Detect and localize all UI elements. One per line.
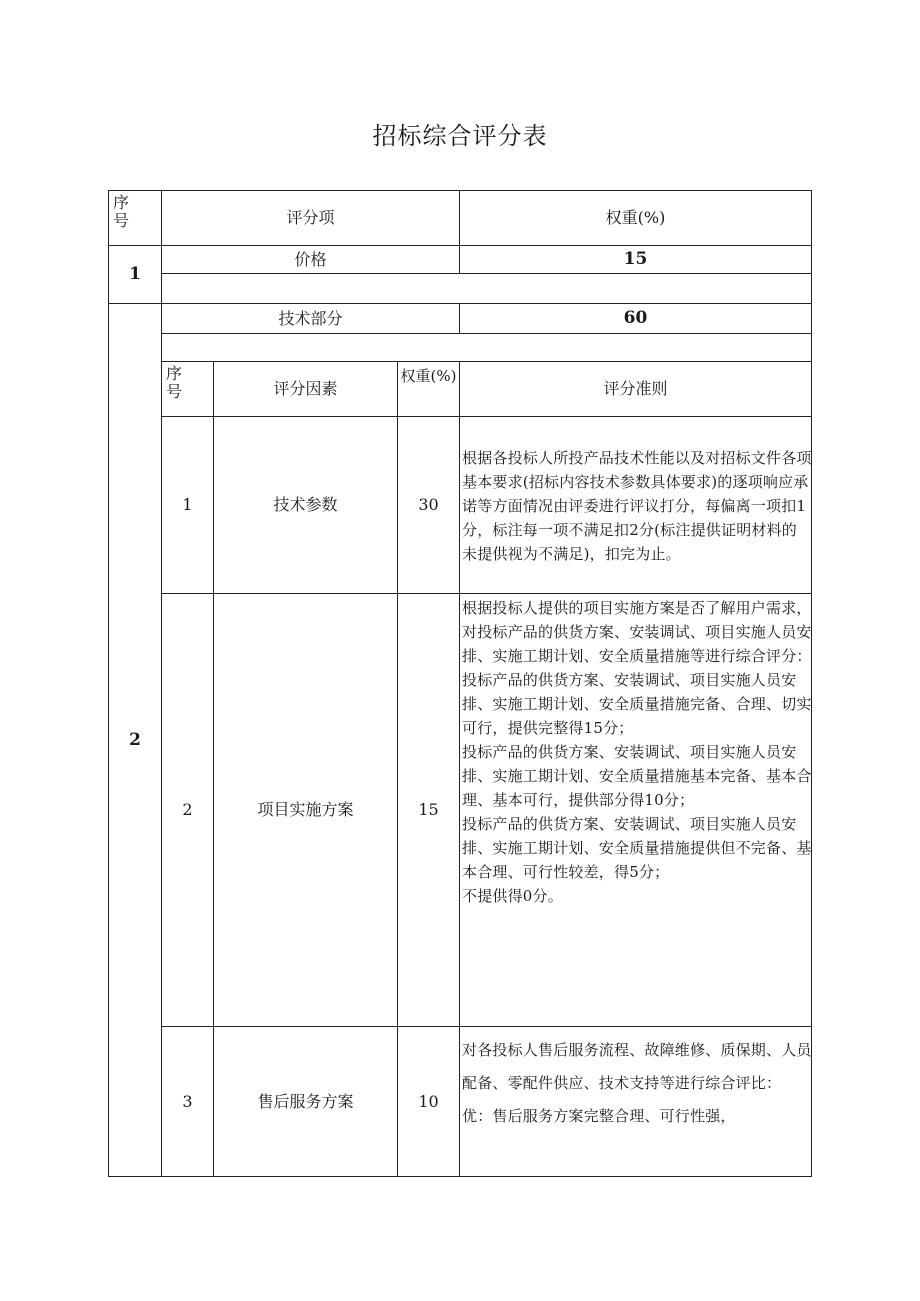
section2-seq: 2: [129, 729, 141, 750]
section1-weight: 15: [623, 249, 648, 270]
table-row-2-factor: 项目实施方案: [257, 800, 354, 820]
table-row-2-criteria: 根据投标人提供的项目实施方案是否了解用户需求，对投标产品的供货方案、安装调试、项目实施人员安排、实施工期计划、安全质量措施等进行综合评分： 投标产品的供货方案、安装调试、项目实施人员安排、实施工期计划、安全质量措施完备、合理、切实可行，提供完整得15分； 投标产品的供货方案、安装调试、项目实施人员安排、实施工期计划、安全质量措施基本完备、基本合理、基本可行，提供部分得10分； 投标产品的供货方案、安装调试、项目实施人员安排、实施工期计划、安全质量措施提供但不完备、基本合理、可行性较差，得5分； 不提供得0分。: [462, 599, 812, 905]
section2-item: 技术部分: [278, 308, 343, 328]
document-title: 招标综合评分表: [372, 122, 548, 150]
subheader-seq: 序号: [166, 364, 183, 401]
table-row-3-factor: 售后服务方案: [257, 1091, 354, 1111]
section1-item: 价格: [294, 249, 327, 269]
subheader-weight: 权重(%): [400, 367, 457, 385]
table-row-1-criteria: 根据各投标人所投产品技术性能以及对招标文件各项基本要求(招标内容技术参数具体要求)的逐项响应承诺等方面情况由评委进行评议打分，每偏离一项扣1分，标注每一项不满足扣2分(标注提供证明材料的未提供视为不满足)，扣完为止。: [462, 449, 812, 563]
section2-weight: 60: [623, 308, 648, 329]
header-seq: 序号: [113, 193, 130, 230]
table-row-1-seq: 1: [182, 495, 193, 515]
subheader-factor: 评分因素: [273, 379, 338, 399]
header-item: 评分项: [286, 208, 335, 228]
table-row-3-weight: 10: [418, 1091, 439, 1111]
section1-seq: 1: [129, 264, 141, 285]
row-divider: [161, 273, 812, 274]
row-divider: [161, 333, 812, 334]
table-row-3-seq: 3: [182, 1091, 193, 1111]
table-row-1-factor: 技术参数: [273, 495, 338, 515]
header-weight: 权重(%): [605, 208, 666, 228]
column-divider: [459, 361, 460, 1177]
table-row-2-weight: 15: [418, 800, 439, 820]
table-row-3-criteria: 对各投标人售后服务流程、故障维修、质保期、人员配备、零配件供应、技术支持等进行综合评比： 优：售后服务方案完整合理、可行性强，: [462, 1041, 812, 1125]
table-row-2-seq: 2: [182, 800, 193, 820]
subheader-criteria: 评分准则: [603, 379, 668, 399]
table-row-1-weight: 30: [418, 495, 439, 515]
